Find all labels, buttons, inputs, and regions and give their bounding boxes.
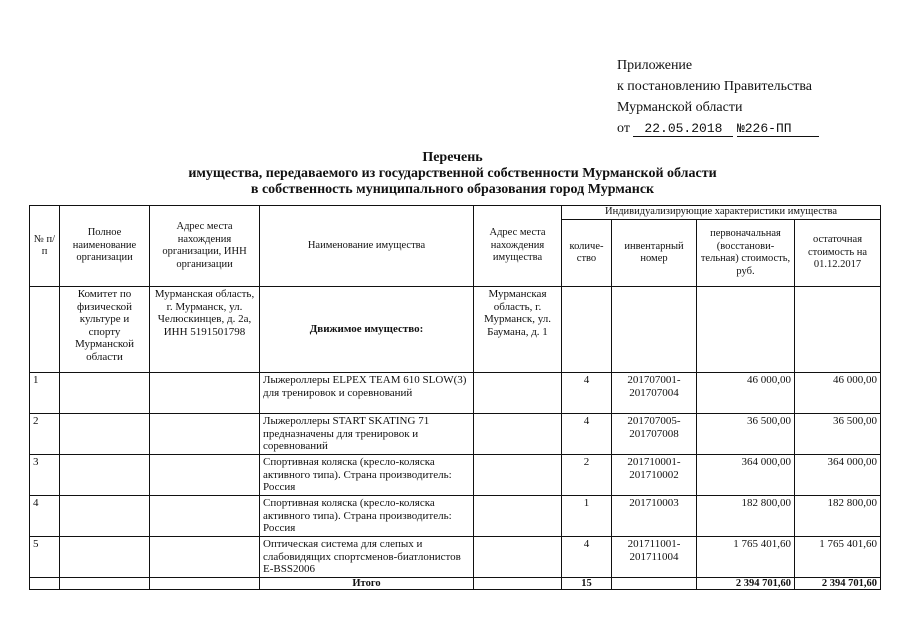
- row-inventory: 201710001-201710002: [612, 455, 697, 496]
- owner-initial-cell: [697, 287, 795, 373]
- row-org-cell: [60, 537, 150, 578]
- row-name: Спортивная коляска (кресло-коляска активного типа). Страна производитель: Россия: [260, 455, 474, 496]
- row-initial-cost: 36 500,00: [697, 414, 795, 455]
- row-initial-cost: 364 000,00: [697, 455, 795, 496]
- row-residual-cost: 46 000,00: [795, 373, 881, 414]
- owner-residual-cell: [795, 287, 881, 373]
- total-residual-cost: 2 394 701,60: [795, 578, 881, 590]
- appendix-number: №226-ПП: [737, 121, 819, 137]
- appendix-from-label: от: [617, 121, 630, 136]
- header-residual-cost: остаточная стоимость на 01.12.2017: [795, 220, 881, 287]
- row-initial-cost: 1 765 401,60: [697, 537, 795, 578]
- total-num-cell: [30, 578, 60, 590]
- owner-num-cell: [30, 287, 60, 373]
- appendix-resolution: к постановлению Правительства: [617, 79, 813, 94]
- row-name: Лыжероллеры ELPEX TEAM 610 SLOW(3) для тренировок и соревнований: [260, 373, 474, 414]
- row-property-address-cell: [474, 496, 562, 537]
- owner-row: [30, 287, 881, 373]
- row-name: Оптическая система для слепых и слабовидящих спортсменов-биатлонистов E-BSS2006: [260, 537, 474, 578]
- row-address-cell: [150, 455, 260, 496]
- total-initial-cost: 2 394 701,60: [697, 578, 795, 590]
- row-address-cell: [150, 414, 260, 455]
- row-qty: 4: [562, 414, 612, 455]
- table-row: [30, 496, 881, 537]
- row-inventory: 201711001-201711004: [612, 537, 697, 578]
- header-initial-cost: первоначальная (восстанови-тельная) стоимость, руб.: [697, 220, 795, 287]
- row-address-cell: [150, 373, 260, 414]
- header-property-name: Наименование имущества: [260, 206, 474, 287]
- row-num: 4: [30, 496, 60, 537]
- table-header-row: [30, 206, 881, 220]
- header-org-name: Полное наименование организации: [60, 206, 150, 287]
- row-name: Лыжероллеры START SKATING 71 предназначены для тренировок и соревнований: [260, 414, 474, 455]
- row-address-cell: [150, 537, 260, 578]
- row-inventory: 201707005-201707008: [612, 414, 697, 455]
- total-org-cell: [60, 578, 150, 590]
- appendix-region: Мурманской области: [617, 100, 743, 115]
- total-property-address-cell: [474, 578, 562, 590]
- row-name: Спортивная коляска (кресло-коляска активного типа). Страна производитель: Россия: [260, 496, 474, 537]
- row-address-cell: [150, 496, 260, 537]
- row-org-cell: [60, 455, 150, 496]
- row-property-address-cell: [474, 414, 562, 455]
- row-num: 2: [30, 414, 60, 455]
- row-property-address-cell: [474, 455, 562, 496]
- row-initial-cost: 182 800,00: [697, 496, 795, 537]
- total-label: Итого: [260, 578, 474, 590]
- header-inventory: инвентарный номер: [612, 220, 697, 287]
- row-residual-cost: 36 500,00: [795, 414, 881, 455]
- owner-qty-cell: [562, 287, 612, 373]
- movable-property-label: Движимое имущество:: [260, 287, 474, 373]
- header-characteristics: Индивидуализирующие характеристики имущества: [562, 206, 881, 220]
- row-residual-cost: 1 765 401,60: [795, 537, 881, 578]
- appendix-date: 22.05.2018: [633, 121, 733, 137]
- row-inventory: 201710003: [612, 496, 697, 537]
- appendix-date-line: [617, 118, 819, 139]
- row-residual-cost: 364 000,00: [795, 455, 881, 496]
- row-property-address-cell: [474, 373, 562, 414]
- owner-org-address: Мурманская область, г. Мурманск, ул. Челюскинцев, д. 2а, ИНН 5191501798: [150, 287, 260, 373]
- total-address-cell: [150, 578, 260, 590]
- property-table: [29, 205, 880, 590]
- row-initial-cost: 46 000,00: [697, 373, 795, 414]
- header-quantity: количе-ство: [562, 220, 612, 287]
- row-qty: 4: [562, 373, 612, 414]
- table-row: [30, 455, 881, 496]
- row-num: 5: [30, 537, 60, 578]
- row-org-cell: [60, 373, 150, 414]
- heading-subtitle-1: имущества, передаваемого из государственной собственности Мурманской области: [188, 166, 717, 181]
- table-row: [30, 373, 881, 414]
- total-qty: 15: [562, 578, 612, 590]
- table-row: [30, 414, 881, 455]
- total-inv-cell: [612, 578, 697, 590]
- row-property-address-cell: [474, 537, 562, 578]
- owner-property-address: Мурманская область, г. Мурманск, ул. Баумана, д. 1: [474, 287, 562, 373]
- header-org-address: Адрес места нахождения организации, ИНН организации: [150, 206, 260, 287]
- row-org-cell: [60, 414, 150, 455]
- row-inventory: 201707001-201707004: [612, 373, 697, 414]
- heading-title: Перечень: [422, 150, 483, 165]
- row-residual-cost: 182 800,00: [795, 496, 881, 537]
- header-property-address: Адрес места нахождения имущества: [474, 206, 562, 287]
- row-org-cell: [60, 496, 150, 537]
- row-num: 3: [30, 455, 60, 496]
- row-qty: 4: [562, 537, 612, 578]
- appendix-title: Приложение: [617, 58, 693, 73]
- row-qty: 2: [562, 455, 612, 496]
- row-qty: 1: [562, 496, 612, 537]
- table-row: [30, 537, 881, 578]
- owner-org-name: Комитет по физической культуре и спорту Мурманской области: [60, 287, 150, 373]
- heading-subtitle-2: в собственность муниципального образования город Мурманск: [250, 182, 655, 197]
- row-num: 1: [30, 373, 60, 414]
- document-heading: [0, 150, 905, 198]
- appendix-block: [617, 55, 819, 139]
- header-num: № п/п: [30, 206, 60, 287]
- owner-inv-cell: [612, 287, 697, 373]
- total-row: [30, 578, 881, 590]
